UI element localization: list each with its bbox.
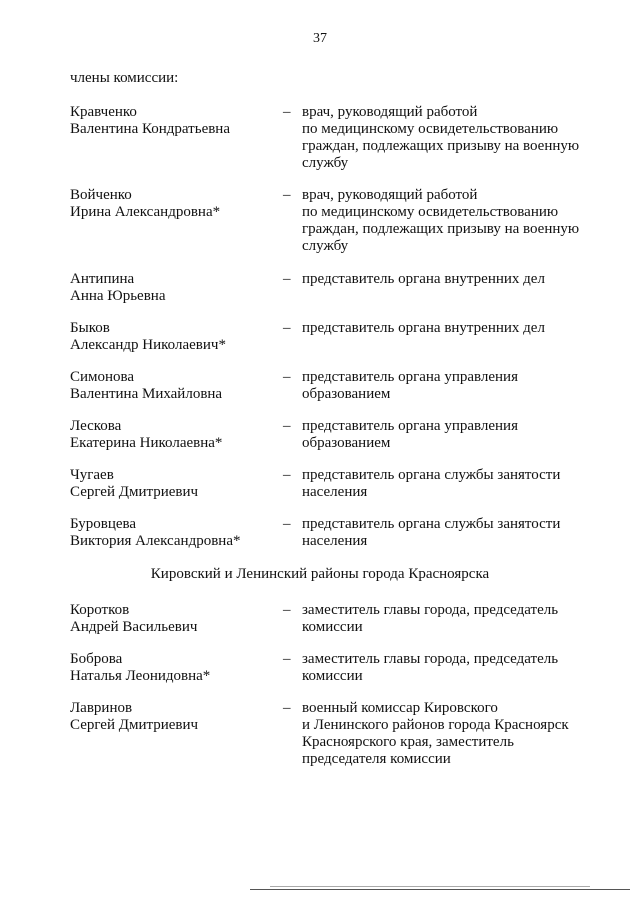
- section-heading: Кировский и Ленинский районы города Красноярска: [150, 566, 490, 582]
- role-line: представитель органа управления: [302, 369, 518, 385]
- member-surname: Быков: [70, 320, 110, 336]
- role-line: и Ленинского районов города Красноярск: [302, 717, 569, 733]
- role-line: представитель органа внутренних дел: [302, 320, 545, 336]
- member-name: [70, 700, 275, 734]
- dash: –: [283, 516, 291, 532]
- role-line: представитель органа управления: [302, 418, 518, 434]
- role-line: председателя комиссии: [302, 751, 451, 767]
- role-line: Красноярского края, заместитель: [302, 734, 514, 750]
- member-role: [302, 271, 602, 288]
- footer-rule: [250, 889, 630, 890]
- dash: –: [283, 651, 291, 667]
- footer-rule: [270, 886, 590, 887]
- member-given-names: Ирина Александровна*: [70, 204, 221, 220]
- role-line: граждан, подлежащих призыву на военную: [302, 221, 580, 237]
- page-number: 37: [313, 31, 327, 46]
- member-given-names: Валентина Кондратьевна: [70, 121, 230, 137]
- dash: –: [283, 700, 291, 716]
- member-role: [302, 418, 602, 452]
- role-line: представитель органа внутренних дел: [302, 271, 545, 287]
- role-line: заместитель главы города, председатель: [302, 651, 559, 667]
- role-line: врач, руководящий работой: [302, 187, 478, 203]
- member-surname: Коротков: [70, 602, 130, 618]
- member-name: [70, 187, 275, 221]
- role-line: военный комиссар Кировского: [302, 700, 498, 716]
- role-line: службу: [302, 155, 349, 171]
- role-line: врач, руководящий работой: [302, 104, 478, 120]
- role-line: комиссии: [302, 619, 363, 635]
- member-surname: Войченко: [70, 187, 132, 203]
- role-line: населения: [302, 533, 368, 549]
- member-given-names: Виктория Александровна*: [70, 533, 241, 549]
- member-surname: Антипина: [70, 271, 135, 287]
- role-line: заместитель главы города, председатель: [302, 602, 559, 618]
- member-name: [70, 651, 275, 685]
- member-surname: Симонова: [70, 369, 135, 385]
- member-name: [70, 104, 275, 138]
- role-line: образованием: [302, 386, 391, 402]
- member-role: [302, 467, 602, 501]
- member-given-names: Анна Юрьевна: [70, 288, 166, 304]
- member-role: [302, 651, 602, 685]
- member-name: [70, 516, 275, 550]
- member-surname: Лескова: [70, 418, 122, 434]
- dash: –: [283, 320, 291, 336]
- member-surname: Кравченко: [70, 104, 137, 120]
- member-given-names: Андрей Васильевич: [70, 619, 198, 635]
- role-line: службу: [302, 238, 349, 254]
- member-role: [302, 700, 602, 768]
- dash: –: [283, 418, 291, 434]
- member-role: [302, 187, 602, 255]
- member-given-names: Екатерина Николаевна*: [70, 435, 223, 451]
- member-name: [70, 602, 275, 636]
- dash: –: [283, 187, 291, 203]
- member-role: [302, 104, 602, 172]
- role-line: по медицинскому освидетельствованию: [302, 204, 559, 220]
- member-surname: Боброва: [70, 651, 123, 667]
- role-line: населения: [302, 484, 368, 500]
- member-name: [70, 467, 275, 501]
- dash: –: [283, 271, 291, 287]
- member-given-names: Сергей Дмитриевич: [70, 717, 199, 733]
- member-role: [302, 602, 602, 636]
- member-given-names: Александр Николаевич*: [70, 337, 226, 353]
- role-line: образованием: [302, 435, 391, 451]
- member-role: [302, 369, 602, 403]
- dash: –: [283, 467, 291, 483]
- role-line: представитель органа службы занятости: [302, 467, 561, 483]
- member-surname: Буровцева: [70, 516, 137, 532]
- role-line: по медицинскому освидетельствованию: [302, 121, 559, 137]
- member-surname: Чугаев: [70, 467, 114, 483]
- dash: –: [283, 104, 291, 120]
- dash: –: [283, 369, 291, 385]
- dash: –: [283, 602, 291, 618]
- member-name: [70, 271, 275, 305]
- member-given-names: Наталья Леонидовна*: [70, 668, 211, 684]
- member-given-names: Сергей Дмитриевич: [70, 484, 199, 500]
- member-name: [70, 320, 275, 354]
- member-role: [302, 516, 602, 550]
- member-name: [70, 369, 275, 403]
- member-name: [70, 418, 275, 452]
- member-role: [302, 320, 602, 337]
- member-given-names: Валентина Михайловна: [70, 386, 223, 402]
- members-intro: члены комиссии:: [70, 70, 179, 86]
- role-line: представитель органа службы занятости: [302, 516, 561, 532]
- role-line: граждан, подлежащих призыву на военную: [302, 138, 580, 154]
- member-surname: Лавринов: [70, 700, 133, 716]
- role-line: комиссии: [302, 668, 363, 684]
